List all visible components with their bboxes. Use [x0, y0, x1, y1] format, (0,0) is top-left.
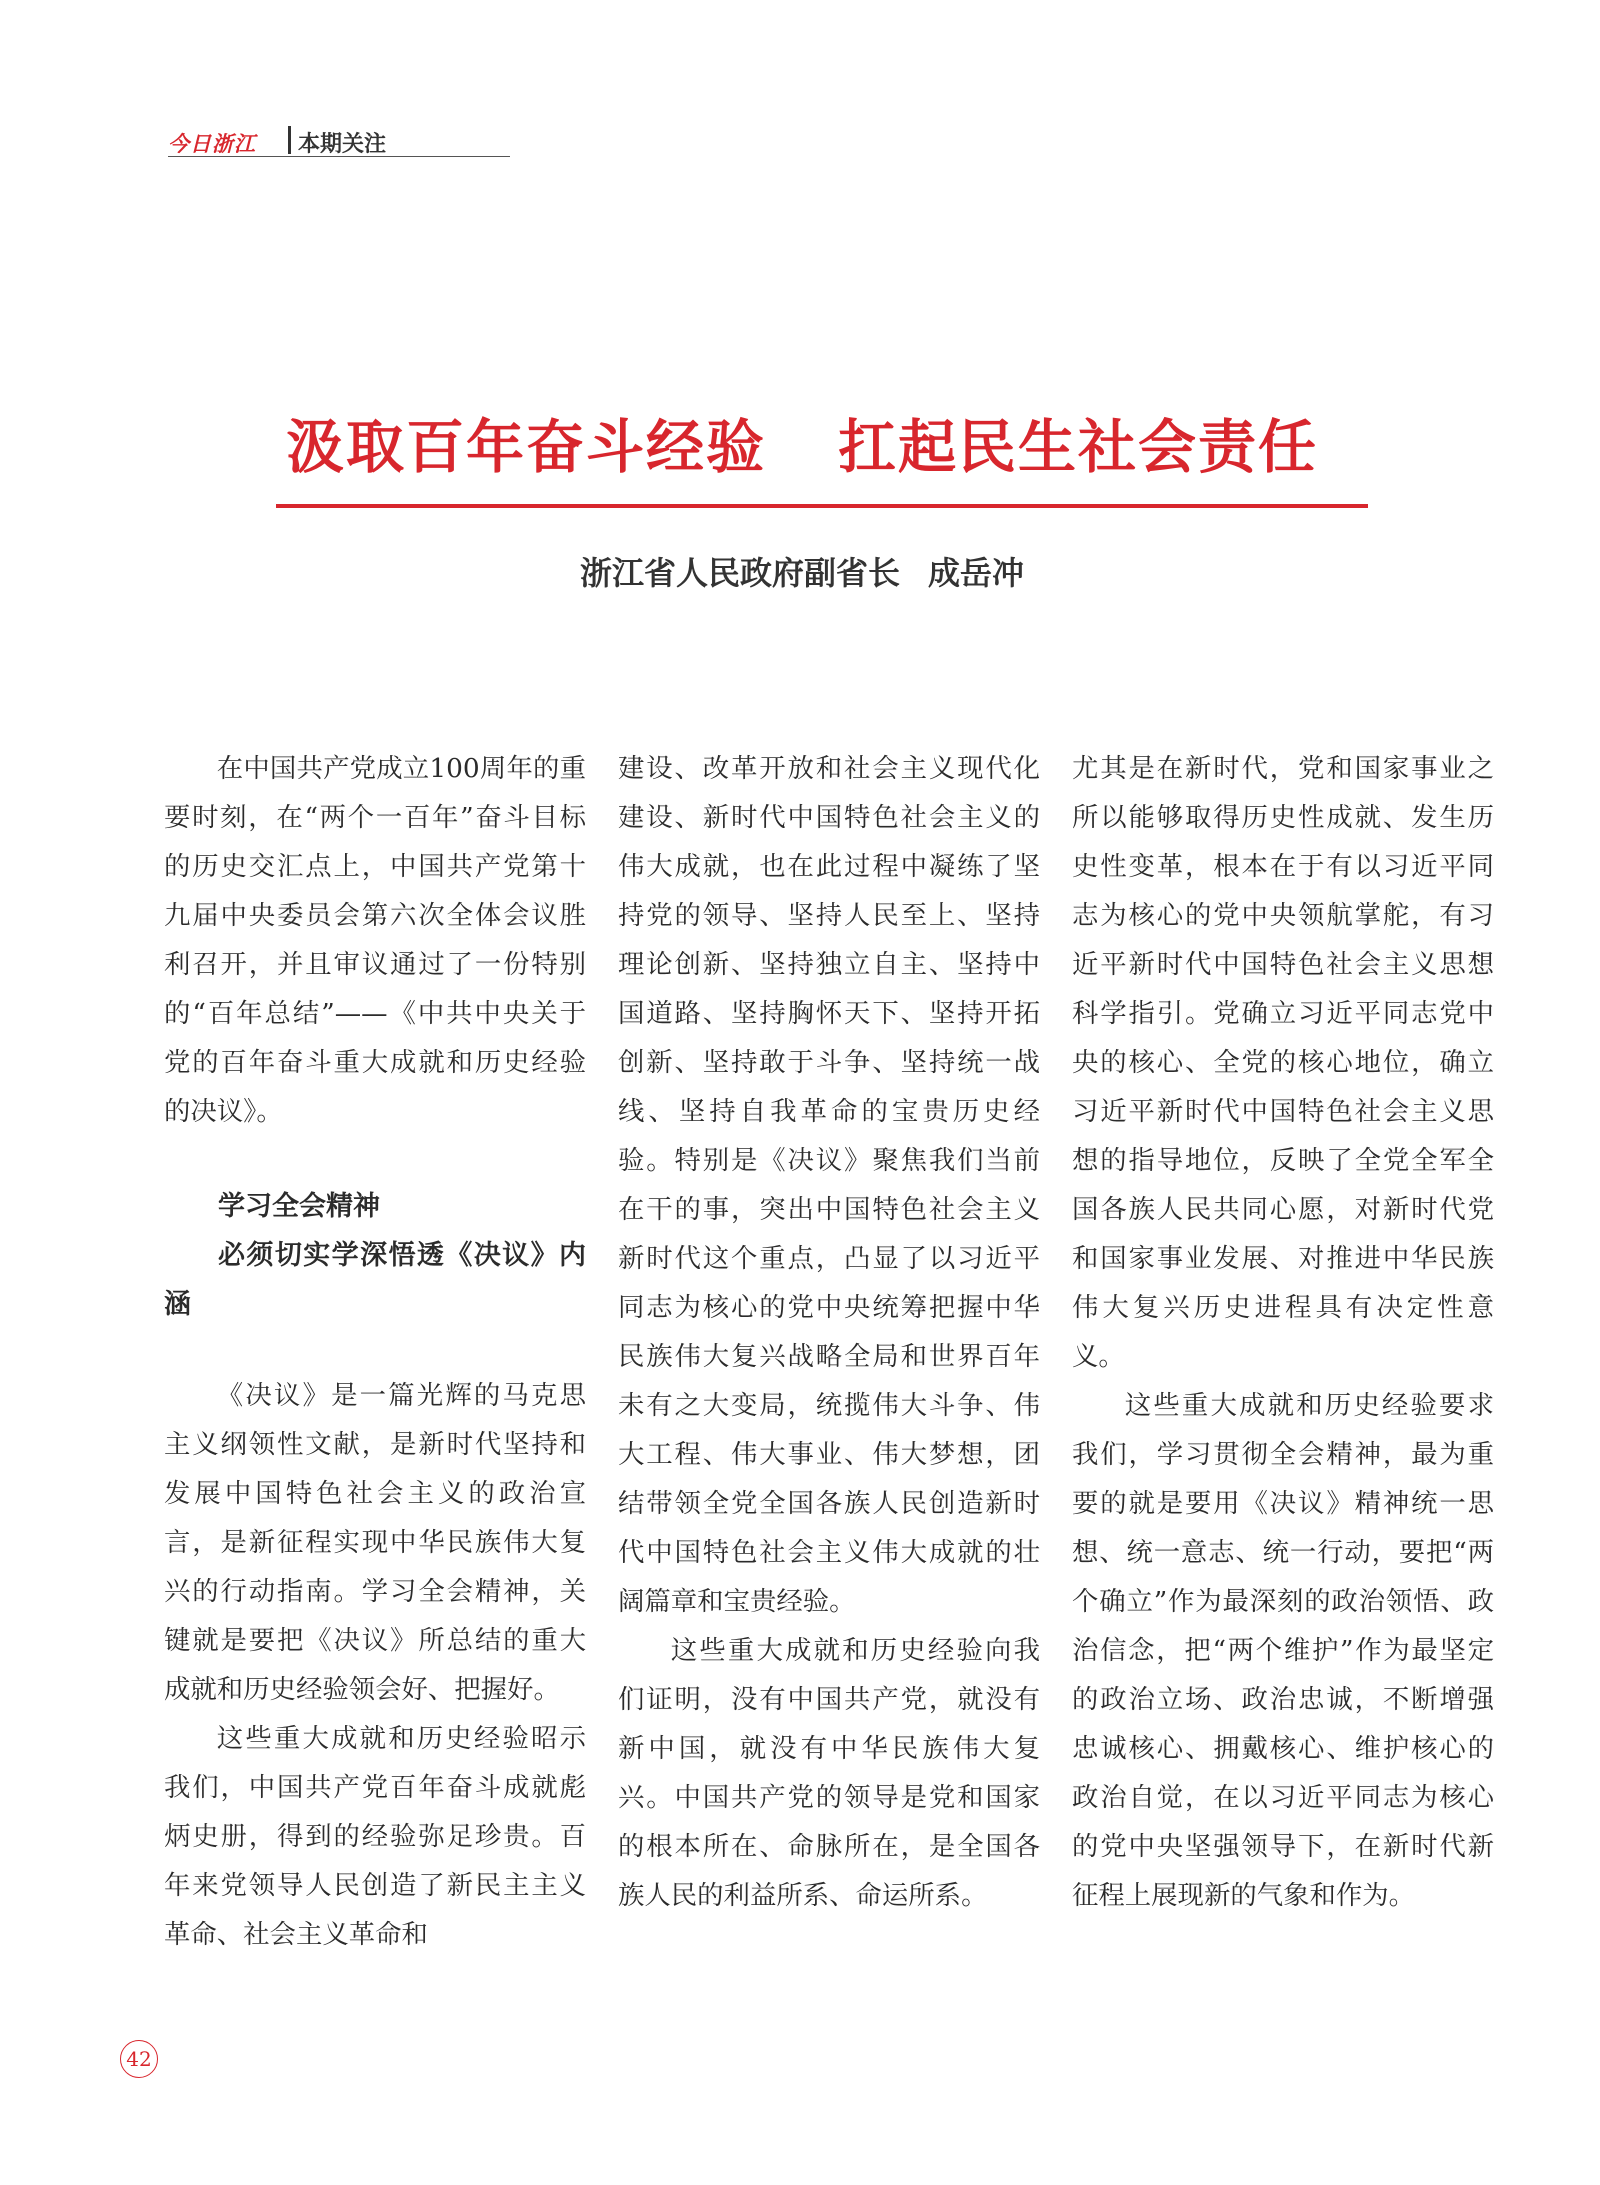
paragraph: 这些重大成就和历史经验昭示我们，中国共产党百年奋斗成就彪炳史册，得到的经验弥足珍贵。百年来党领导人民创造了新民主主义革命、社会主义革命和 — [164, 1723, 586, 1950]
paragraph: 尤其是在新时代，党和国家事业之所以能够取得历史性成就、发生历史性变革，根本在于有以习近平同志为核心的党中央领航掌舵，有习近平新时代中国特色社会主义思想科学指引。党确立习近平同志党中央的核心、全党的核心地位，确立习近平新时代中国特色社会主义思想的指导地位，反映了全党全军全国各族人民共同心愿，对新时代党和国家事业发展、对推进中华民族伟大复兴历史进程具有决定性意义。 — [1072, 753, 1494, 1372]
column-2 — [618, 744, 1040, 1920]
author-title: 浙江省人民政府副省长 — [579, 554, 900, 592]
section-heading-line-2: 必须切实学深悟透《决议》内涵 — [164, 1240, 586, 1320]
title-part-2: 扛起民生社会责任 — [838, 413, 1319, 481]
paragraph: 这些重大成就和历史经验向我们证明，没有中国共产党，就没有新中国，就没有中华民族伟大复兴。中国共产党的领导是党和国家的根本所在、命脉所在，是全国各族人民的利益所系、命运所系。 — [618, 1635, 1040, 1911]
header-divider — [288, 126, 291, 154]
title-part-1: 汲取百年奋斗经验 — [285, 413, 766, 481]
title-rule — [276, 504, 1368, 508]
article-title — [240, 400, 1364, 484]
column-3 — [1072, 744, 1494, 1920]
column-1 — [164, 744, 586, 1959]
section-heading-line-1: 学习全会精神 — [218, 1191, 380, 1222]
running-header — [168, 124, 510, 157]
paragraph: 这些重大成就和历史经验要求我们，学习贯彻全会精神，最为重要的就是要用《决议》精神统一思想、统一意志、统一行动，要把“两个确立”作为最深刻的政治领悟、政治信念，把“两个维护”作为最坚定的政治立场、政治忠诚，不断增强忠诚核心、拥戴核心、维护核心的政治自觉，在以习近平同志为核心的党中央坚强领导下，在新时代新征程上展现新的气象和作为。 — [1072, 1390, 1494, 1911]
paragraph: 建设、改革开放和社会主义现代化建设、新时代中国特色社会主义的伟大成就，也在此过程中凝练了坚持党的领导、坚持人民至上、坚持理论创新、坚持独立自主、坚持中国道路、坚持胸怀天下、坚持开拓创新、坚持敢于斗争、坚持统一战线、坚持自我革命的宝贵历史经验。特别是《决议》聚焦我们当前在干的事，突出中国特色社会主义新时代这个重点，凸显了以习近平同志为核心的党中央统筹把握中华民族伟大复兴战略全局和世界百年未有之大变局，统揽伟大斗争、伟大工程、伟大事业、伟大梦想，团结带领全党全国各族人民创造新时代中国特色社会主义伟大成就的壮阔篇章和宝贵经验。 — [618, 753, 1040, 1617]
byline — [240, 548, 1364, 594]
section-heading — [164, 1182, 586, 1329]
page-number: 42 — [120, 2040, 158, 2078]
author-name: 成岳冲 — [928, 554, 1025, 592]
magazine-logo: 今日浙江 — [168, 131, 256, 156]
paragraph: 《决议》是一篇光辉的马克思主义纲领性文献，是新时代坚持和发展中国特色社会主义的政治宣言，是新征程实现中华民族伟大复兴的行动指南。学习全会精神，关键就是要把《决议》所总结的重大成就和历史经验领会好、把握好。 — [164, 1380, 586, 1705]
paragraph: 在中国共产党成立100周年的重要时刻，在“两个一百年”奋斗目标的历史交汇点上，中国共产党第十九届中央委员会第六次全体会议胜利召开，并且审议通过了一份特别的“百年总结”——《中共中央关于党的百年奋斗重大成就和历史经验的决议》。 — [164, 753, 586, 1127]
section-label: 本期关注 — [298, 132, 387, 157]
